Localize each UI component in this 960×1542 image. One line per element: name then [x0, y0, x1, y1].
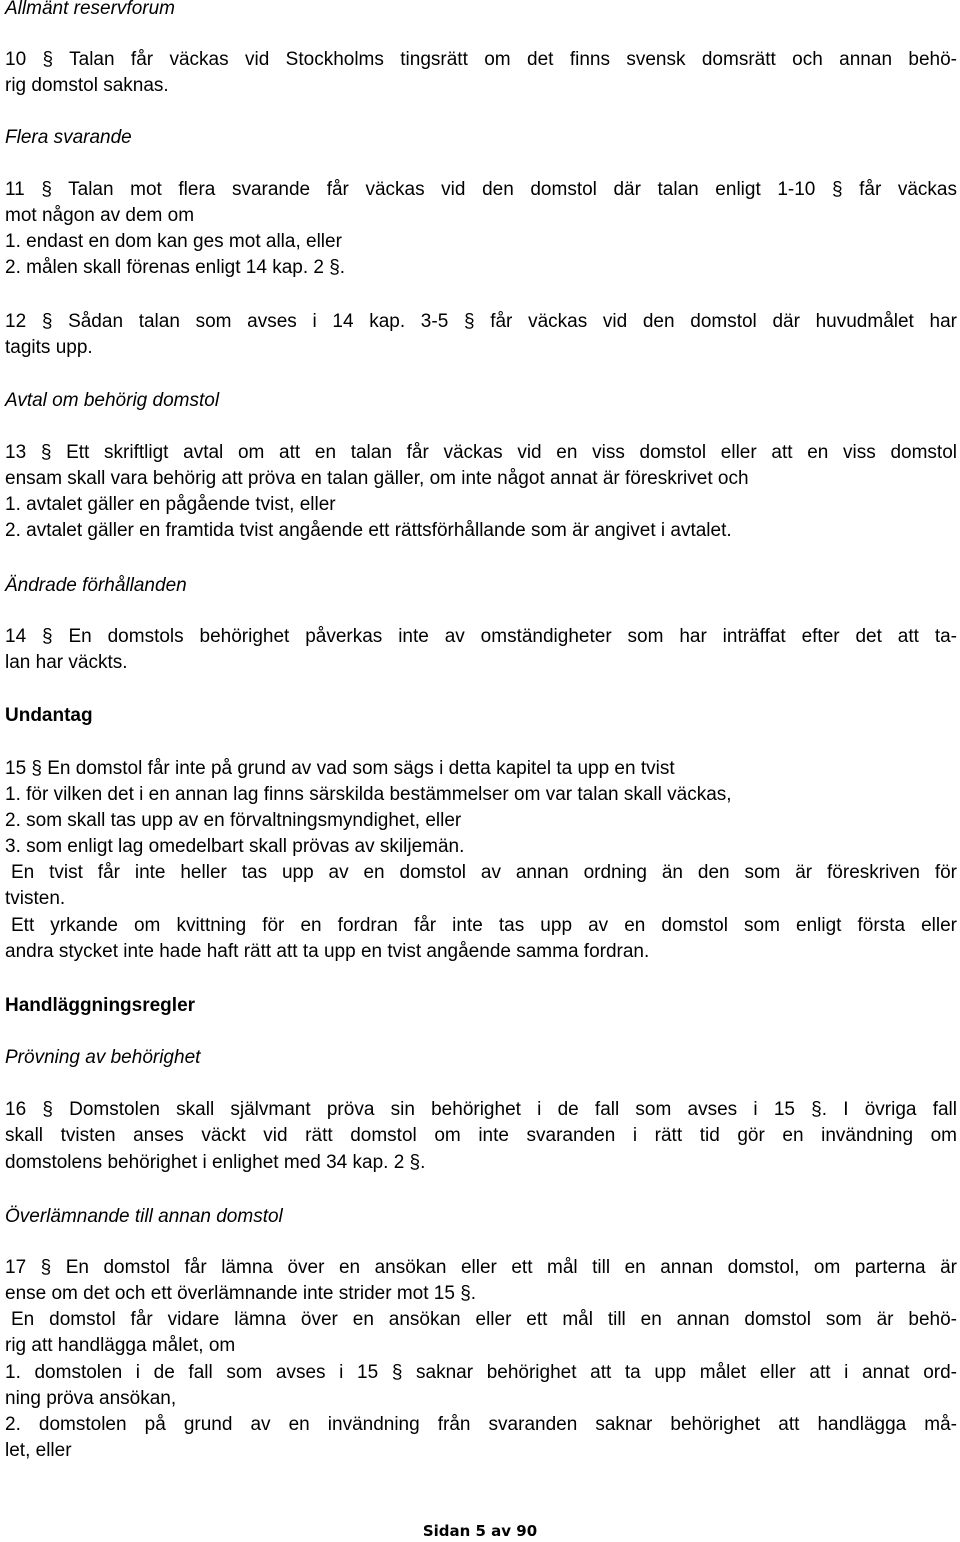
- paragraph-line: rig domstol saknas.: [5, 75, 169, 96]
- paragraph-line: domstolens behörighet i enlighet med 34 kap. 2 §.: [5, 1152, 426, 1173]
- paragraph-line: 11 § Talan mot flera svarande får väckas vid den domstol där talan enligt 1-10 § får väckas: [5, 179, 957, 200]
- paragraph-line: 14 § En domstols behörighet påverkas inte av omständigheter som har inträffat efter det att ta-: [5, 626, 957, 647]
- paragraph-line: 1. endast en dom kan ges mot alla, eller: [5, 231, 342, 252]
- paragraph-line: 2. målen skall förenas enligt 14 kap. 2 §.: [5, 257, 346, 278]
- paragraph-line: 16 § Domstolen skall självmant pröva sin behörighet i de fall som avses i 15 §. I övriga fall: [5, 1099, 957, 1120]
- section-heading: Ändrade förhållanden: [5, 575, 187, 596]
- section-heading: Handläggningsregler: [5, 995, 196, 1016]
- paragraph-line: Ett yrkande om kvittning för en fordran får inte tas upp av en domstol som enligt första eller: [11, 915, 957, 936]
- paragraph-line: 1. för vilken det i en annan lag finns särskilda bestämmelser om var talan skall väckas,: [5, 784, 732, 805]
- section-heading: Undantag: [5, 705, 93, 726]
- section-heading: Flera svarande: [5, 127, 132, 148]
- paragraph-line: En domstol får vidare lämna över en ansökan eller ett mål till en annan domstol som är behö-: [11, 1309, 957, 1330]
- section-heading: Allmänt reservforum: [5, 0, 175, 19]
- paragraph-line: 15 § En domstol får inte på grund av vad som sägs i detta kapitel ta upp en tvist: [5, 758, 675, 779]
- paragraph-line: 17 § En domstol får lämna över en ansökan eller ett mål till en annan domstol, om parterna är: [5, 1257, 957, 1278]
- paragraph-line: 10 § Talan får väckas vid Stockholms tingsrätt om det finns svensk domsrätt och annan behö-: [5, 49, 957, 70]
- paragraph-line: mot någon av dem om: [5, 205, 195, 226]
- section-heading: Överlämnande till annan domstol: [5, 1206, 283, 1227]
- paragraph-line: ning pröva ansökan,: [5, 1388, 177, 1409]
- section-heading: Prövning av behörighet: [5, 1047, 201, 1068]
- paragraph-line: 1. domstolen i de fall som avses i 15 § saknar behörighet att ta upp målet eller att i annat ord-: [5, 1362, 957, 1383]
- page-number-footer: Sidan 5 av 90: [422, 1522, 538, 1540]
- paragraph-line: let, eller: [5, 1440, 72, 1461]
- paragraph-line: 2. som skall tas upp av en förvaltningsmyndighet, eller: [5, 810, 462, 831]
- paragraph-line: En tvist får inte heller tas upp av en domstol av annan ordning än den som är föreskriven för: [11, 862, 957, 883]
- section-heading: Avtal om behörig domstol: [5, 390, 220, 411]
- paragraph-line: 2. avtalet gäller en framtida tvist angående ett rättsförhållande som är angivet i avtalet.: [5, 520, 732, 541]
- paragraph-line: rig att handlägga målet, om: [5, 1335, 236, 1356]
- paragraph-line: lan har väckts.: [5, 652, 128, 673]
- paragraph-line: 1. avtalet gäller en pågående tvist, eller: [5, 494, 336, 515]
- paragraph-line: ense om det och ett överlämnande inte strider mot 15 §.: [5, 1283, 477, 1304]
- paragraph-line: 13 § Ett skriftligt avtal om att en talan får väckas vid en viss domstol eller att en viss domstol: [5, 442, 957, 463]
- paragraph-line: 12 § Sådan talan som avses i 14 kap. 3-5 § får väckas vid den domstol där huvudmålet har: [5, 311, 957, 332]
- paragraph-line: 2. domstolen på grund av en invändning från svaranden saknar behörighet att handlägga må-: [5, 1414, 957, 1435]
- paragraph-line: ensam skall vara behörig att pröva en talan gäller, om inte något annat är föreskrivet och: [5, 468, 749, 489]
- paragraph-line: andra stycket inte hade haft rätt att ta upp en tvist angående samma fordran.: [5, 941, 650, 962]
- paragraph-line: 3. som enligt lag omedelbart skall prövas av skiljemän.: [5, 836, 465, 857]
- paragraph-line: skall tvisten anses väckt vid rätt domstol om inte svaranden i rätt tid gör en invändning om: [5, 1125, 957, 1146]
- paragraph-line: tvisten.: [5, 888, 66, 909]
- paragraph-line: tagits upp.: [5, 337, 93, 358]
